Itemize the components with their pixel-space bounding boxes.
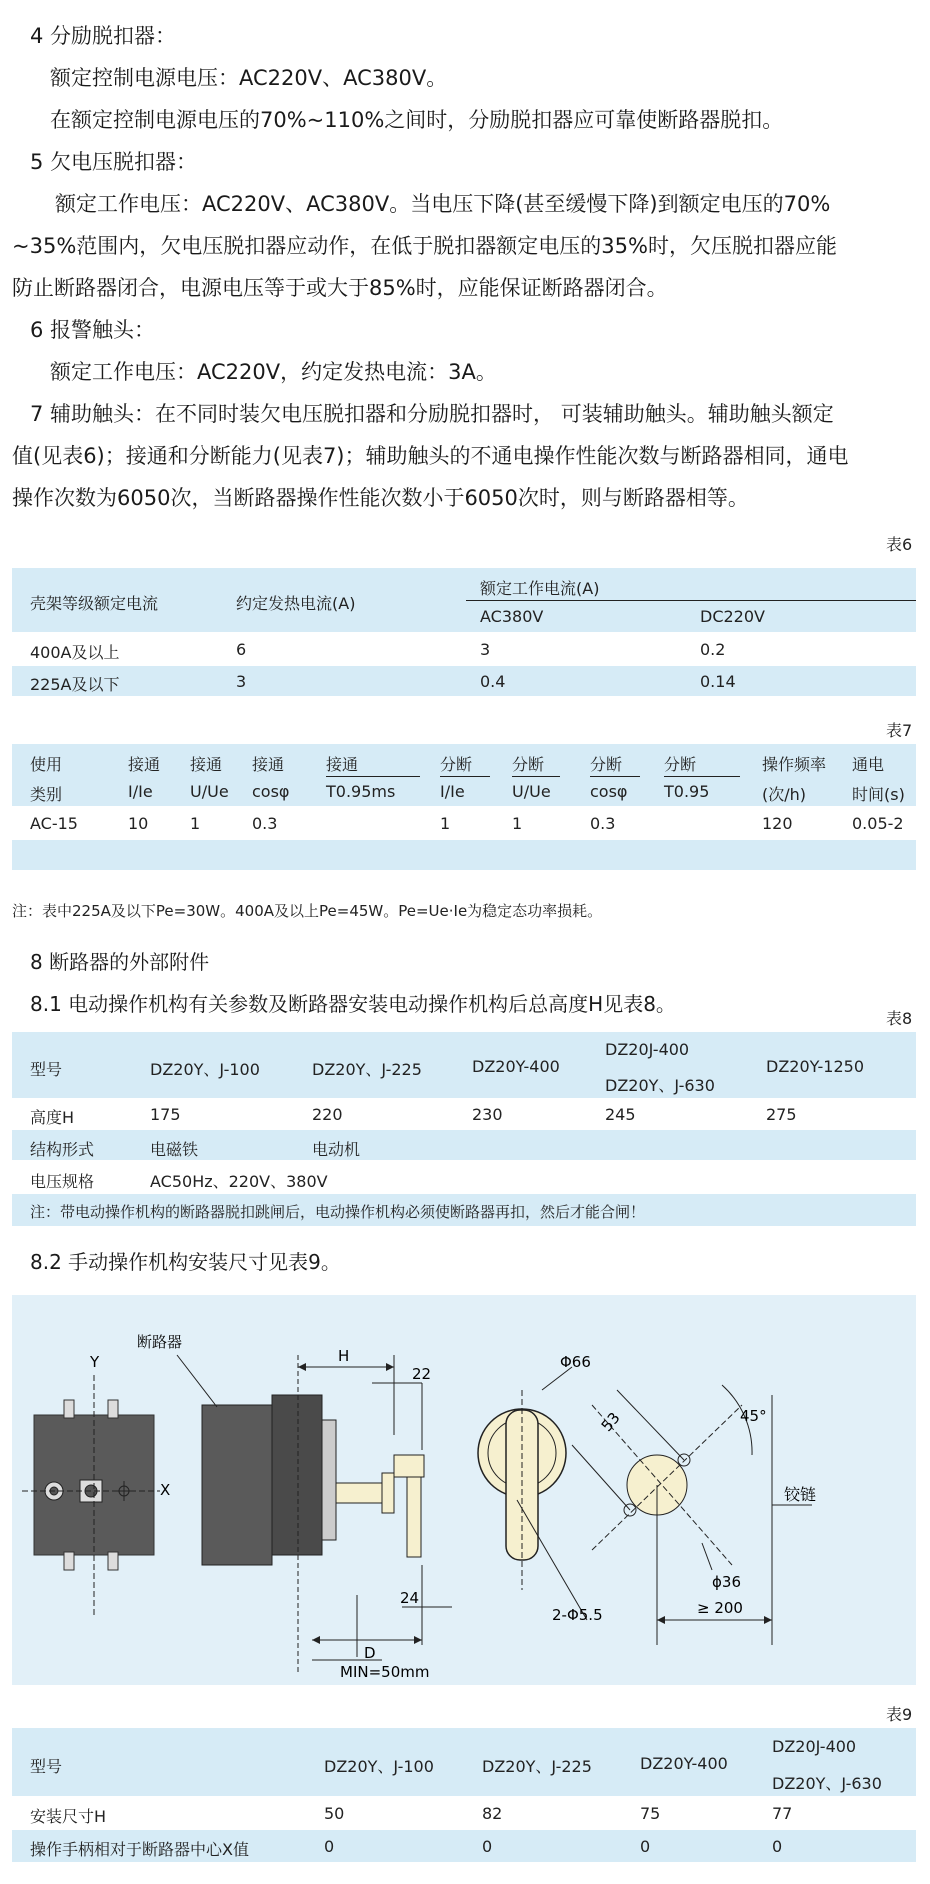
section-5-line1: 额定工作电压：AC220V、AC380V。当电压下降(甚至缓慢下降)到额定电压的70% bbox=[55, 192, 831, 216]
table8-cell: 275 bbox=[766, 1105, 797, 1124]
table6-h-ac: AC380V bbox=[480, 607, 544, 626]
section-4-line1: 额定控制电源电压：AC220V、AC380V。 bbox=[50, 66, 448, 90]
label-h: H bbox=[338, 1347, 350, 1365]
table9-r-size: 安装尺寸H bbox=[30, 1807, 107, 1826]
table7-cell: 0.3 bbox=[590, 814, 616, 833]
diagram-svg bbox=[12, 1295, 916, 1685]
table7-cell: U/Ue bbox=[190, 782, 229, 801]
table6-cell: 3 bbox=[480, 640, 491, 659]
table7-note: 注：表中225A及以下Pe=30W。400A及以上Pe=45W。Pe=Ue·Ie为稳定态功率损耗。 bbox=[12, 902, 603, 920]
table8-model: DZ20Y-400 bbox=[472, 1057, 560, 1076]
table6-row-band bbox=[12, 666, 916, 696]
label-53: 53 bbox=[597, 1408, 624, 1435]
section-7-line1: 7 辅助触头：在不同时装欠电压脱扣器和分励脱扣器时， 可装辅助触头。辅助触头额定 bbox=[30, 402, 834, 426]
table7-label: 表7 bbox=[886, 721, 913, 740]
table7-cell: AC-15 bbox=[30, 814, 78, 833]
table7-cell: 分断 bbox=[512, 755, 545, 774]
table7-cell: 1 bbox=[440, 814, 451, 833]
table9-r-x: 操作手柄相对于断路器中心X值 bbox=[30, 1840, 249, 1859]
table7-header-underline bbox=[590, 776, 640, 777]
table7-cell: 使用 bbox=[30, 755, 63, 774]
table8-r-struct: 结构形式 bbox=[30, 1140, 95, 1159]
label-phi55: 2-Φ5.5 bbox=[552, 1606, 603, 1624]
table8-cell: AC50Hz、220V、380V bbox=[150, 1172, 328, 1191]
table6-cell: 3 bbox=[236, 672, 247, 691]
table7-cell: 分断 bbox=[440, 755, 473, 774]
table6-cell: 225A及以下 bbox=[30, 675, 120, 694]
table9-h-type: 型号 bbox=[30, 1757, 63, 1776]
table8-model: DZ20Y、J-630 bbox=[605, 1076, 715, 1095]
table7-cell: 类别 bbox=[30, 785, 63, 804]
label-22: 22 bbox=[412, 1365, 432, 1383]
table9-cell: 0 bbox=[772, 1837, 783, 1856]
side-view bbox=[177, 1355, 452, 1675]
table6-cell: 6 bbox=[236, 640, 247, 659]
table8-row-band bbox=[12, 1130, 916, 1160]
table9-model: DZ20Y、J-225 bbox=[482, 1757, 592, 1776]
table7-cell: 0.05-2 bbox=[852, 814, 904, 833]
table8-model: DZ20J-400 bbox=[605, 1040, 690, 1059]
table6-cell: 0.2 bbox=[700, 640, 726, 659]
label-y: Y bbox=[90, 1353, 100, 1371]
table9-cell: 0 bbox=[324, 1837, 335, 1856]
table7-cell: 接通 bbox=[326, 755, 359, 774]
table8-model: DZ20Y、J-100 bbox=[150, 1060, 260, 1079]
table6-header-divider bbox=[466, 600, 916, 601]
table8-r-height: 高度H bbox=[30, 1108, 75, 1127]
section-7-line2: 值(见表6)；接通和分断能力(见表7)；辅助触头的不通电操作性能次数与断路器相同，通电 bbox=[12, 444, 849, 468]
table7-cell: cosφ bbox=[252, 782, 290, 801]
table7-cell: 1 bbox=[190, 814, 201, 833]
table7-cell: 分断 bbox=[590, 755, 623, 774]
table7-cell: 10 bbox=[128, 814, 149, 833]
table7-row-band bbox=[12, 840, 916, 870]
table7-cell: 0.3 bbox=[252, 814, 278, 833]
section-6-line1: 额定工作电压：AC220V，约定发热电流：3A。 bbox=[50, 360, 497, 384]
table7-cell: I/Ie bbox=[440, 782, 465, 801]
table6-h-heat: 约定发热电流(A) bbox=[236, 594, 356, 613]
table6-label: 表6 bbox=[886, 535, 913, 554]
label-phi66: Φ66 bbox=[560, 1353, 591, 1371]
table7-cell: 分断 bbox=[664, 755, 697, 774]
table8-cell: 220 bbox=[312, 1105, 343, 1124]
table8-model: DZ20Y-1250 bbox=[766, 1057, 865, 1076]
table6-cell: 0.4 bbox=[480, 672, 506, 691]
section-7-line3: 操作次数为6050次，当断路器操作性能次数小于6050次时，则与断路器相等。 bbox=[12, 486, 749, 510]
table8-cell: 175 bbox=[150, 1105, 181, 1124]
label-x: X bbox=[160, 1481, 171, 1499]
table8-model: DZ20Y、J-225 bbox=[312, 1060, 422, 1079]
table7-cell: U/Ue bbox=[512, 782, 551, 801]
table8-cell: 电磁铁 bbox=[150, 1140, 199, 1159]
table8-cell: 230 bbox=[472, 1105, 503, 1124]
table9-cell: 50 bbox=[324, 1804, 345, 1823]
table7-header-underline bbox=[664, 776, 740, 777]
table7-cell: (次/h) bbox=[762, 785, 807, 804]
table9-cell: 0 bbox=[482, 1837, 493, 1856]
table9-model: DZ20Y、J-100 bbox=[324, 1757, 434, 1776]
label-45: 45° bbox=[740, 1407, 767, 1425]
table8-cell: 245 bbox=[605, 1105, 636, 1124]
table7-cell: T0.95 bbox=[664, 782, 710, 801]
front-view bbox=[22, 1375, 160, 1615]
section-4-line2: 在额定控制电源电压的70%~110%之间时，分励脱扣器应可靠使断路器脱扣。 bbox=[50, 108, 784, 132]
table7-cell: cosφ bbox=[590, 782, 628, 801]
label-breaker: 断路器 bbox=[137, 1333, 183, 1351]
manual-mechanism-diagram bbox=[12, 1295, 916, 1685]
label-min: MIN=50mm bbox=[340, 1663, 430, 1681]
label-phi36: ϕ36 bbox=[712, 1573, 741, 1591]
table8-h-type: 型号 bbox=[30, 1060, 63, 1079]
section-4-title: 4 分励脱扣器： bbox=[30, 24, 177, 48]
table9-label: 表9 bbox=[886, 1705, 913, 1724]
table7-cell: I/Ie bbox=[128, 782, 153, 801]
label-24: 24 bbox=[400, 1589, 420, 1607]
table9-model: DZ20Y-400 bbox=[640, 1754, 728, 1773]
table9-cell: 77 bbox=[772, 1804, 793, 1823]
section-82-line: 8.2 手动操作机构安装尺寸见表9。 bbox=[30, 1250, 341, 1274]
table7-cell: 通电 bbox=[852, 755, 885, 774]
table7-header-underline bbox=[326, 776, 420, 777]
section-8-title: 8 断路器的外部附件 bbox=[30, 950, 210, 974]
table7-cell: 1 bbox=[512, 814, 523, 833]
table8-note: 注：带电动操作机构的断路器脱扣跳闸后，电动操作机构必须使断路器再扣，然后才能合闸！ bbox=[30, 1203, 646, 1221]
table7-cell: 接通 bbox=[252, 755, 285, 774]
table7-cell: 操作频率 bbox=[762, 755, 827, 774]
table8-cell: 电动机 bbox=[312, 1140, 361, 1159]
section-5-title: 5 欠电压脱扣器： bbox=[30, 150, 198, 174]
table7-header-underline bbox=[440, 776, 490, 777]
section-6-title: 6 报警触头： bbox=[30, 318, 156, 342]
table9-model: DZ20J-400 bbox=[772, 1737, 857, 1756]
table8-label: 表8 bbox=[886, 1009, 913, 1028]
table7-header-underline bbox=[512, 776, 560, 777]
table6-h-frame: 壳架等级额定电流 bbox=[30, 594, 159, 613]
table7-cell: 时间(s) bbox=[852, 785, 905, 804]
table9-model: DZ20Y、J-630 bbox=[772, 1774, 882, 1793]
table6-h-dc: DC220V bbox=[700, 607, 765, 626]
table8-r-volt: 电压规格 bbox=[30, 1172, 95, 1191]
label-hinge: 铰链 bbox=[784, 1485, 817, 1504]
label-ge200: ≥ 200 bbox=[697, 1599, 743, 1617]
table7-cell: T0.95ms bbox=[326, 782, 396, 801]
table9-cell: 82 bbox=[482, 1804, 503, 1823]
table6-h-rated: 额定工作电流(A) bbox=[480, 579, 600, 598]
label-d: D bbox=[364, 1644, 376, 1662]
table7-cell: 120 bbox=[762, 814, 793, 833]
table7-cell: 接通 bbox=[128, 755, 161, 774]
table9-cell: 0 bbox=[640, 1837, 651, 1856]
table7-cell: 接通 bbox=[190, 755, 223, 774]
table6-cell: 0.14 bbox=[700, 672, 736, 691]
handle-view bbox=[478, 1367, 587, 1620]
table9-cell: 75 bbox=[640, 1804, 661, 1823]
section-81-line: 8.1 电动操作机构有关参数及断路器安装电动操作机构后总高度H见表8。 bbox=[30, 992, 676, 1016]
section-5-line2: ~35%范围内，欠电压脱扣器应动作，在低于脱扣器额定电压的35%时，欠压脱扣器应能 bbox=[12, 234, 837, 258]
section-5-line3: 防止断路器闭合，电源电压等于或大于85%时，应能保证断路器闭合。 bbox=[12, 276, 668, 300]
table6-cell: 400A及以上 bbox=[30, 643, 120, 662]
